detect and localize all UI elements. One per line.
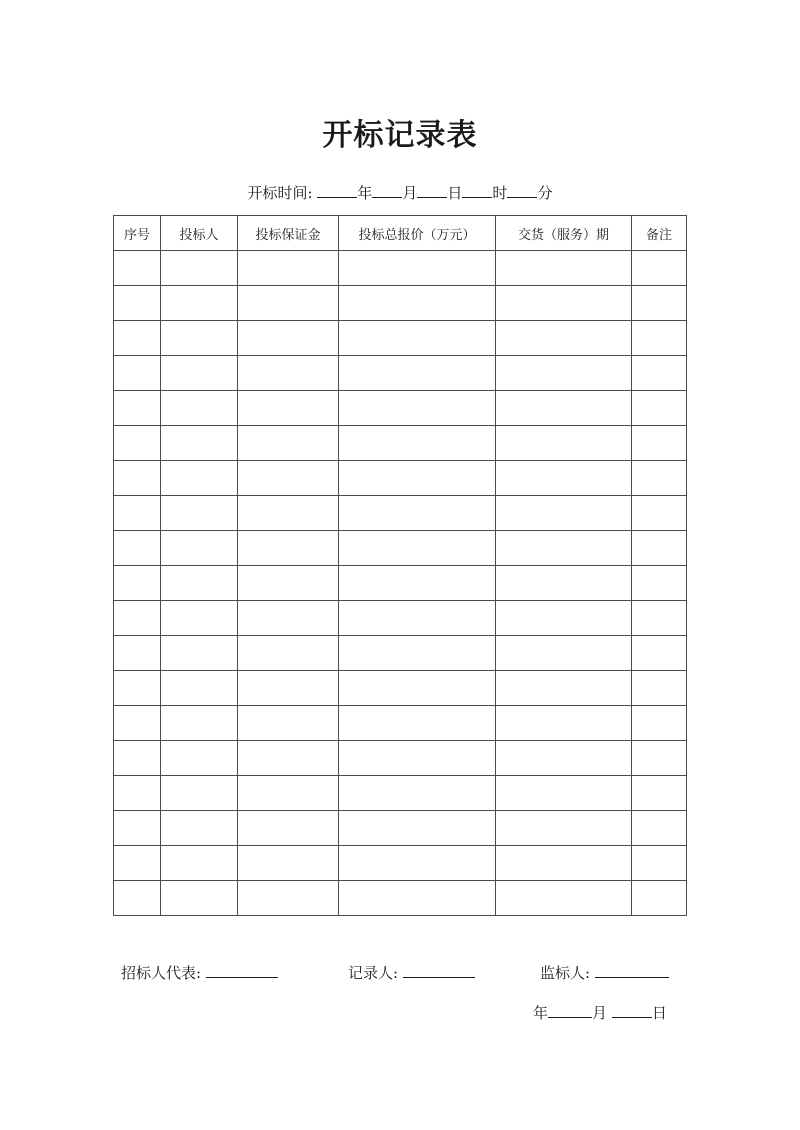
table-cell[interactable] xyxy=(114,566,161,601)
header-bidder: 投标人 xyxy=(161,216,238,251)
table-cell[interactable] xyxy=(339,461,496,496)
table-cell[interactable] xyxy=(161,531,238,566)
table-cell[interactable] xyxy=(632,846,687,881)
table-cell[interactable] xyxy=(114,706,161,741)
table-cell[interactable] xyxy=(238,846,339,881)
table-cell[interactable] xyxy=(496,531,632,566)
table-row xyxy=(114,286,687,321)
table-cell[interactable] xyxy=(161,566,238,601)
table-cell[interactable] xyxy=(632,461,687,496)
table-cell[interactable] xyxy=(339,391,496,426)
table-cell[interactable] xyxy=(496,461,632,496)
table-cell[interactable] xyxy=(496,496,632,531)
table-cell[interactable] xyxy=(496,601,632,636)
table-cell[interactable] xyxy=(238,461,339,496)
table-row xyxy=(114,741,687,776)
table-cell[interactable] xyxy=(114,741,161,776)
sign-date-row xyxy=(533,1002,667,1023)
table-cell[interactable] xyxy=(161,321,238,356)
header-delivery-period: 交货（服务）期 xyxy=(496,216,632,251)
table-row xyxy=(114,531,687,566)
table-cell[interactable] xyxy=(339,321,496,356)
table-cell[interactable] xyxy=(114,426,161,461)
table-row xyxy=(114,776,687,811)
supervisor-blank[interactable] xyxy=(595,963,669,978)
table-cell[interactable] xyxy=(496,566,632,601)
table-cell[interactable] xyxy=(496,741,632,776)
table-cell[interactable] xyxy=(161,461,238,496)
table-cell[interactable] xyxy=(632,496,687,531)
table-cell[interactable] xyxy=(496,706,632,741)
table-cell[interactable] xyxy=(632,566,687,601)
table-cell[interactable] xyxy=(339,706,496,741)
table-row xyxy=(114,566,687,601)
day-label: 日 xyxy=(447,184,463,202)
table-cell[interactable] xyxy=(496,881,632,916)
table-cell[interactable] xyxy=(496,671,632,706)
table-cell[interactable] xyxy=(632,426,687,461)
table-row xyxy=(114,461,687,496)
table-cell[interactable] xyxy=(114,286,161,321)
open-time-line xyxy=(0,182,800,203)
date-day-blank[interactable] xyxy=(612,1003,652,1018)
table-cell[interactable] xyxy=(496,426,632,461)
table-cell[interactable] xyxy=(238,356,339,391)
table-cell[interactable] xyxy=(114,531,161,566)
recorder-blank[interactable] xyxy=(403,963,475,978)
table-cell[interactable] xyxy=(339,671,496,706)
table-cell[interactable] xyxy=(161,426,238,461)
table-cell[interactable] xyxy=(114,251,161,286)
table-cell[interactable] xyxy=(632,391,687,426)
table-cell[interactable] xyxy=(238,706,339,741)
table-cell[interactable] xyxy=(161,286,238,321)
hour-blank[interactable] xyxy=(462,183,492,198)
table-cell[interactable] xyxy=(496,811,632,846)
table-cell[interactable] xyxy=(238,811,339,846)
table-row xyxy=(114,846,687,881)
table-header-row xyxy=(114,216,687,251)
table-body xyxy=(114,251,687,916)
table-cell[interactable] xyxy=(339,286,496,321)
table-row xyxy=(114,636,687,671)
table-cell[interactable] xyxy=(632,286,687,321)
date-year-label: 年 xyxy=(533,1004,549,1022)
table-cell[interactable] xyxy=(496,356,632,391)
table-row xyxy=(114,881,687,916)
table-cell[interactable] xyxy=(339,741,496,776)
minute-blank[interactable] xyxy=(507,183,537,198)
table-row xyxy=(114,671,687,706)
table-cell[interactable] xyxy=(114,776,161,811)
minute-label: 分 xyxy=(537,184,553,202)
table-cell[interactable] xyxy=(114,496,161,531)
table-cell[interactable] xyxy=(161,846,238,881)
date-day-label: 日 xyxy=(651,1004,667,1022)
header-remarks: 备注 xyxy=(632,216,687,251)
header-total-bid-price: 投标总报价（万元） xyxy=(339,216,496,251)
table-cell[interactable] xyxy=(632,356,687,391)
table-cell[interactable] xyxy=(161,636,238,671)
table-cell[interactable] xyxy=(161,496,238,531)
table-row xyxy=(114,251,687,286)
table-row xyxy=(114,811,687,846)
tenderer-rep-label: 招标人代表: xyxy=(121,964,202,982)
date-month-label: 月 xyxy=(592,1004,608,1022)
table-cell[interactable] xyxy=(339,811,496,846)
header-serial-number: 序号 xyxy=(114,216,161,251)
table-cell[interactable] xyxy=(161,251,238,286)
table-cell[interactable] xyxy=(238,426,339,461)
table-row xyxy=(114,601,687,636)
recorder-signature xyxy=(348,962,475,983)
month-blank[interactable] xyxy=(372,183,402,198)
table-cell[interactable] xyxy=(238,881,339,916)
table-cell[interactable] xyxy=(339,496,496,531)
year-label: 年 xyxy=(357,184,373,202)
table-cell[interactable] xyxy=(238,496,339,531)
table-cell[interactable] xyxy=(496,321,632,356)
header-bid-bond: 投标保证金 xyxy=(238,216,339,251)
table-cell[interactable] xyxy=(161,811,238,846)
table-cell[interactable] xyxy=(161,776,238,811)
table-cell[interactable] xyxy=(632,881,687,916)
table-cell[interactable] xyxy=(339,531,496,566)
table-cell[interactable] xyxy=(632,741,687,776)
supervisor-label: 监标人: xyxy=(540,964,591,982)
table-cell[interactable] xyxy=(238,391,339,426)
table-cell[interactable] xyxy=(114,846,161,881)
table-cell[interactable] xyxy=(114,321,161,356)
table-cell[interactable] xyxy=(496,776,632,811)
table-cell[interactable] xyxy=(496,251,632,286)
table-row xyxy=(114,391,687,426)
table-cell[interactable] xyxy=(632,321,687,356)
table-cell[interactable] xyxy=(238,321,339,356)
table-cell[interactable] xyxy=(161,671,238,706)
table-cell[interactable] xyxy=(632,251,687,286)
table-cell[interactable] xyxy=(114,601,161,636)
table-cell[interactable] xyxy=(339,426,496,461)
table-cell[interactable] xyxy=(632,776,687,811)
table-cell[interactable] xyxy=(114,881,161,916)
table-cell[interactable] xyxy=(632,811,687,846)
table-cell[interactable] xyxy=(114,461,161,496)
table-cell[interactable] xyxy=(238,566,339,601)
table-cell[interactable] xyxy=(632,671,687,706)
table-cell[interactable] xyxy=(632,601,687,636)
table-cell[interactable] xyxy=(339,776,496,811)
table-cell[interactable] xyxy=(339,846,496,881)
day-blank[interactable] xyxy=(417,183,447,198)
supervisor-signature xyxy=(540,962,669,983)
table-row xyxy=(114,356,687,391)
table-cell[interactable] xyxy=(238,531,339,566)
table-cell[interactable] xyxy=(161,741,238,776)
table-cell[interactable] xyxy=(632,636,687,671)
table-cell[interactable] xyxy=(339,356,496,391)
table-cell[interactable] xyxy=(161,706,238,741)
table-cell[interactable] xyxy=(339,566,496,601)
table-cell[interactable] xyxy=(339,601,496,636)
table-cell[interactable] xyxy=(496,391,632,426)
table-row xyxy=(114,426,687,461)
table-cell[interactable] xyxy=(496,636,632,671)
year-blank[interactable] xyxy=(317,183,357,198)
table-cell[interactable] xyxy=(339,636,496,671)
month-label: 月 xyxy=(402,184,418,202)
table-cell[interactable] xyxy=(114,671,161,706)
table-cell[interactable] xyxy=(238,601,339,636)
table-cell[interactable] xyxy=(238,286,339,321)
table-row xyxy=(114,706,687,741)
table-cell[interactable] xyxy=(632,531,687,566)
table-cell[interactable] xyxy=(114,356,161,391)
recorder-label: 记录人: xyxy=(348,964,399,982)
table-cell[interactable] xyxy=(161,356,238,391)
table-cell[interactable] xyxy=(496,846,632,881)
tenderer-rep-blank[interactable] xyxy=(206,963,278,978)
bid-record-table xyxy=(113,215,687,916)
table-cell[interactable] xyxy=(161,881,238,916)
hour-label: 时 xyxy=(492,184,508,202)
open-time-label: 开标时间: xyxy=(247,184,313,202)
table-cell[interactable] xyxy=(114,811,161,846)
table-cell[interactable] xyxy=(238,776,339,811)
table-cell[interactable] xyxy=(161,391,238,426)
table-cell[interactable] xyxy=(339,881,496,916)
table-row xyxy=(114,321,687,356)
table-cell[interactable] xyxy=(238,741,339,776)
table-row xyxy=(114,496,687,531)
table-cell[interactable] xyxy=(632,706,687,741)
table-cell[interactable] xyxy=(496,286,632,321)
table-cell[interactable] xyxy=(339,251,496,286)
table-cell[interactable] xyxy=(238,251,339,286)
tenderer-rep-signature xyxy=(121,962,278,983)
table-cell[interactable] xyxy=(161,601,238,636)
table-cell[interactable] xyxy=(238,671,339,706)
document-title: 开标记录表 xyxy=(322,118,478,153)
date-month-blank[interactable] xyxy=(548,1003,592,1018)
table-cell[interactable] xyxy=(114,391,161,426)
table-cell[interactable] xyxy=(238,636,339,671)
table-cell[interactable] xyxy=(114,636,161,671)
